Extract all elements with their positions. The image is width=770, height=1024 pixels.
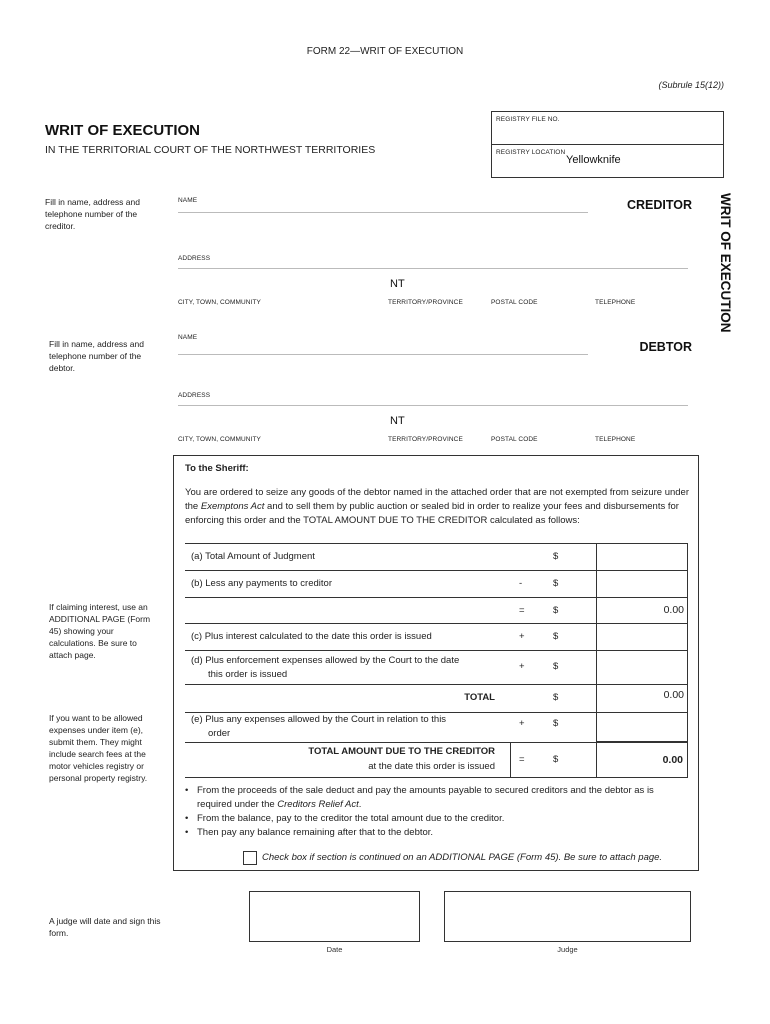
debtor-address-input[interactable] [178, 405, 688, 406]
registry-location-value: Yellowknife [566, 154, 621, 166]
value-b-input[interactable] [597, 570, 688, 596]
continued-checkbox[interactable] [243, 851, 257, 865]
debtor-note: Fill in name, address and telephone number of the debtor. [49, 339, 144, 373]
row-e: (e) Plus any expenses allowed by the Court in relation to this order + $ [191, 714, 559, 739]
bullet-1: • From the proceeds of the sale deduct and pay the amounts payable to secured creditors and the debtor as is required under the Creditors Relief Act. [185, 785, 654, 810]
debtor-territory-value[interactable]: NT [390, 415, 405, 427]
value-total: 0.00 [663, 689, 684, 701]
judge-signature-field[interactable] [444, 891, 691, 942]
page-title: WRIT OF EXECUTION [45, 122, 200, 139]
exemptions-act: Exemptons Act [200, 501, 265, 512]
creditor-city-label: CITY, TOWN, COMMUNITY [178, 299, 261, 306]
row-b: (b) Less any payments to creditor - $ [185, 570, 688, 597]
instruction-list [185, 784, 690, 840]
value-d-input[interactable] [597, 650, 688, 683]
judge-note: A judge will date and sign this form. [49, 916, 161, 938]
creditor-note: Fill in name, address and telephone number of the creditor. [45, 197, 140, 231]
expenses-note: If you want to be allowed expenses under item (e), submit them. They might include search fees at the motor vehicles registry or personal property registry. [49, 713, 148, 783]
date-label: Date [326, 945, 343, 954]
interest-note: If claiming interest, use an ADDITIONAL PAGE (Form 45) showing your calculations. Be sure to attach page. [49, 602, 151, 660]
debtor-territory-label: TERRITORY/PROVINCE [388, 436, 463, 443]
registry-location-field[interactable] [491, 144, 724, 178]
debtor-name-label: NAME [178, 334, 198, 341]
registry-location-label: REGISTRY LOCATION [496, 149, 566, 156]
side-title: WRIT OF EXECUTION [718, 193, 733, 333]
creditor-territory-value[interactable]: NT [390, 278, 405, 290]
row-total: TOTAL $ [185, 684, 688, 713]
value-subtotal: 0.00 [663, 604, 684, 616]
form-number: FORM 22—WRIT OF EXECUTION [306, 46, 464, 57]
bullet-2: • From the balance, pay to the creditor the total amount due to the creditor. [185, 813, 505, 824]
creditor-phone-label: TELEPHONE [595, 299, 636, 306]
creditor-name-input[interactable] [178, 212, 588, 213]
continued-checkbox-label: Check box if section is continued on an ADDITIONAL PAGE (Form 45). Be sure to attach page. [262, 852, 663, 863]
value-e-input[interactable] [596, 712, 688, 742]
sheriff-paragraph: You are ordered to seize any goods of the debtor named in the attached order that are not exempted from seizure under the Exemptons Act and to sell them by public auction or sealed bid in order to realize your fees and disbursements for enforcing this order and the TOTAL AMOUNT DUE TO THE CREDITOR calculated as follows: [185, 487, 689, 526]
debtor-postal-label: POSTAL CODE [491, 436, 538, 443]
date-field[interactable] [249, 891, 420, 942]
row-c: (c) Plus interest calculated to the date this order is issued + $ [185, 623, 688, 650]
bullet-3: • Then pay any balance remaining after that to the debtor. [185, 827, 434, 838]
debtor-name-input[interactable] [178, 354, 588, 355]
debtor-phone-label: TELEPHONE [595, 436, 636, 443]
debtor-address-label: ADDRESS [178, 392, 211, 399]
court-name: IN THE TERRITORIAL COURT OF THE NORTHWEST TERRITORIES [45, 144, 376, 156]
row-total-due: TOTAL AMOUNT DUE TO THE CREDITOR at the date this order is issued = $ [308, 746, 559, 772]
debtor-heading: DEBTOR [639, 340, 692, 354]
creditor-address-input[interactable] [178, 268, 688, 269]
row-subtotal: = $ [185, 597, 688, 624]
registry-file-field[interactable] [491, 111, 724, 145]
value-a-input[interactable] [597, 543, 688, 569]
subrule: (Subrule 15(12)) [658, 80, 724, 90]
creditor-name-label: NAME [178, 197, 198, 204]
value-c-input[interactable] [597, 623, 688, 649]
registry-file-label: REGISTRY FILE NO. [496, 116, 560, 123]
creditor-heading: CREDITOR [626, 198, 692, 212]
row-d: (d) Plus enforcement expenses allowed by the Court to the date this order is issued + $ [185, 650, 688, 684]
judge-label: Judge [557, 945, 578, 954]
value-total-due: 0.00 [596, 742, 688, 778]
sheriff-heading: To the Sheriff: [185, 463, 249, 474]
debtor-city-label: CITY, TOWN, COMMUNITY [178, 436, 261, 443]
row-a: (a) Total Amount of Judgment $ [185, 543, 688, 570]
creditor-postal-label: POSTAL CODE [491, 299, 538, 306]
creditor-address-label: ADDRESS [178, 255, 211, 262]
creditor-territory-label: TERRITORY/PROVINCE [388, 299, 463, 306]
